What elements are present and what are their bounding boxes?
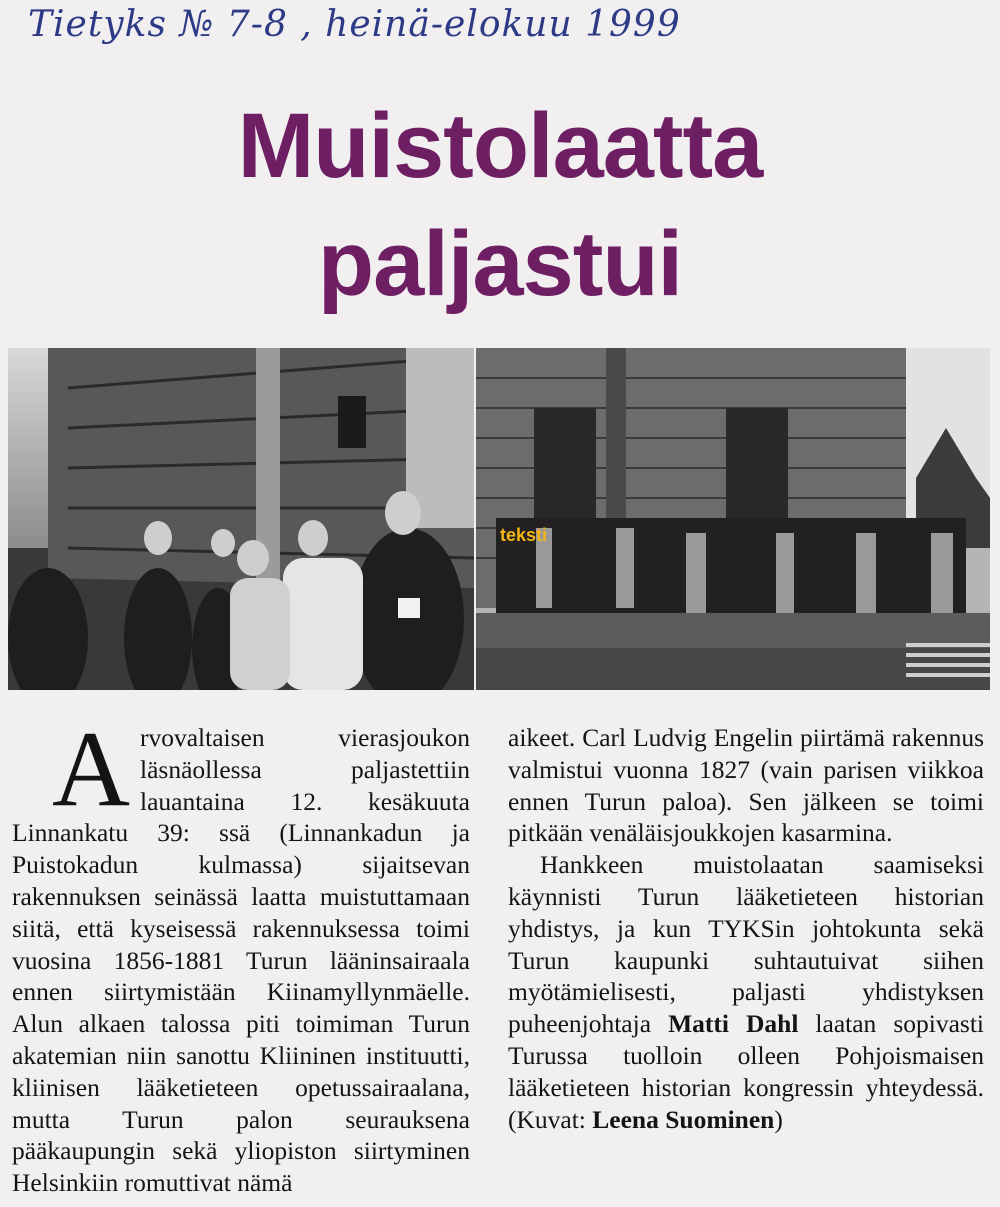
photographer-name: Leena Suominen — [592, 1104, 775, 1134]
article-column-left — [12, 710, 470, 1199]
photo-left — [8, 348, 474, 690]
drop-cap: A — [52, 710, 130, 829]
handwritten-note: Tietyks № 7-8 , heinä-elokuu 1999 — [28, 4, 681, 45]
article-paragraph-2 — [508, 849, 984, 1135]
overlay-label: teksti — [500, 525, 548, 545]
article-column-right — [508, 722, 984, 1135]
paragraph-2-text-b: laatan sopivasti Turussa tuolloin olleen Pohjoismaisen lääketieteen historian kongressin yhteydessä. (Kuvat: — [508, 1009, 984, 1134]
headline-line-2: paljastui — [317, 213, 683, 315]
paragraph-2-text-a: Hankkeen muistolaatan saamiseksi käynnisti Turun lääketieteen historian yhdistys, ja kun TYKSin johtokunta sekä Turun kaupunki suhtautuivat siihen myötämielisesti, paljasti yhdistyksen puheenjohtaja — [508, 850, 984, 1039]
chairman-name: Matti Dahl — [668, 1009, 799, 1039]
headline-line-1: Muistolaatta — [237, 95, 763, 197]
paragraph-2-text-c: ) — [774, 1104, 783, 1134]
article-paragraph-1: rvovaltaisen vierasjoukon läsnäollessa paljastettiin lauantaina 12. kesäkuuta Linnankatu 39: ssä (Linnankadun ja Puistokadun kulmassa) sijaitsevan rakennuksen seinässä laatta muistuttamaan siitä, että kyseisessä rakennuksessa toimi vuosina 1856-1881 Turun lääninsairaala ennen siirtymistään Kiinamyllynmäelle. Alun alkaen talossa piti toimiman Turun akatemian niin sanottu Kliininen instituutti, kliinisen lääketieteen opetussairaalana, mutta Turun palon seurauksena pääkaupungin sekä yliopiston siirtyminen Helsinkiin romuttivat nämä — [12, 723, 470, 1198]
article-paragraph-1-continued: aikeet. Carl Ludvig Engelin piirtämä rakennus valmistui vuonna 1827 (vain parisen viikkoa ennen Turun paloa). Sen jälkeen se toimi pitkään venäläisjoukkojen kasarmina. — [508, 723, 984, 848]
photo-right — [476, 348, 990, 690]
